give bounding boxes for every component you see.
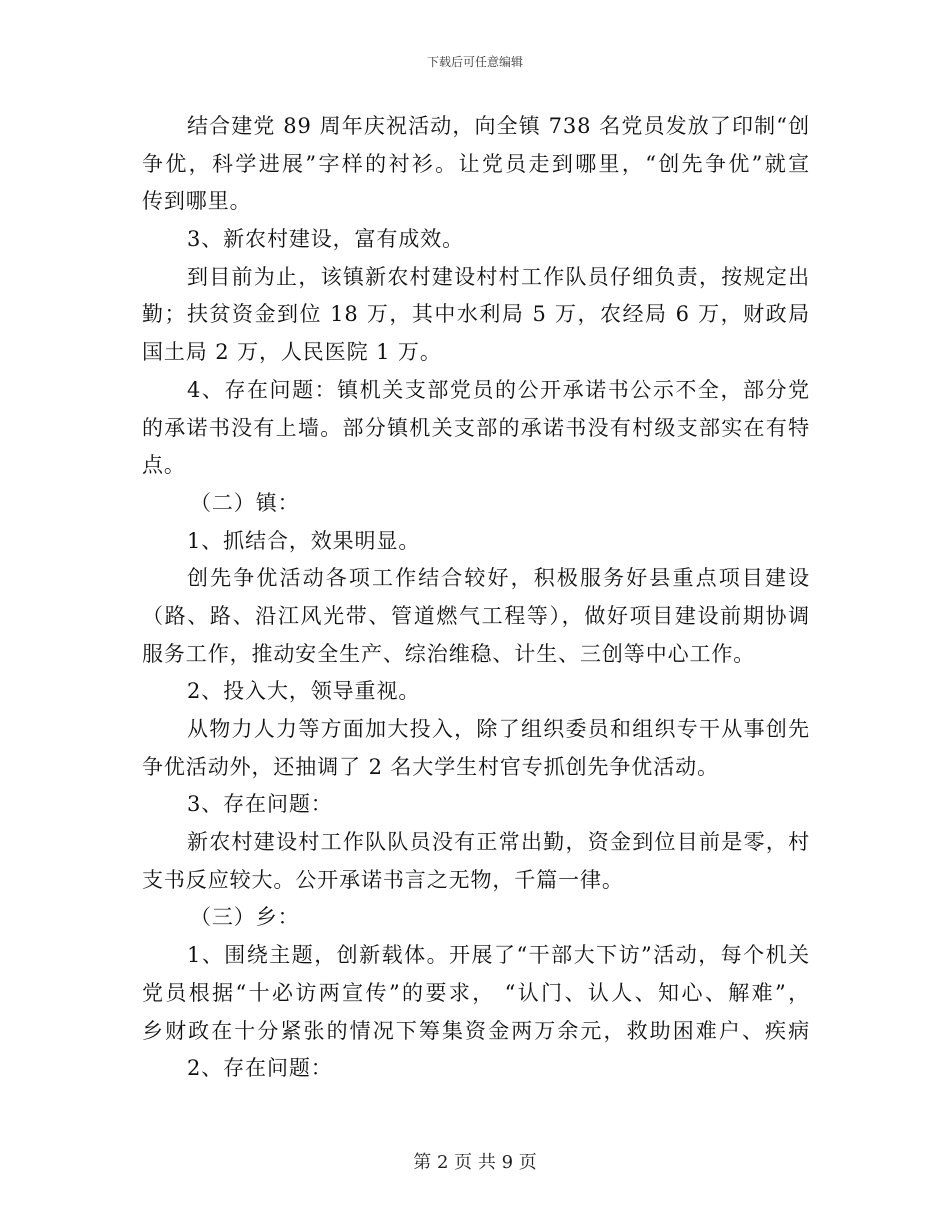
document-body [142,108,810,1088]
paragraph-line: 传到哪里。 [142,189,252,214]
paragraph-line: 创先争优活动各项工作结合较好，积极服务好县重点项目建设 [187,566,810,591]
section-heading: 2、投入大，领导重视。 [187,679,421,704]
section-heading: （二）镇： [190,490,300,515]
paragraph-line: 支书反应较大。公开承诺书言之无物，千篇一律。 [142,867,624,892]
paragraph-line: 1、围绕主题，创新载体。开展了“干部大下访”活动，每个机关 [187,943,810,968]
paragraph-line: 争优活动外，还抽调了 2 名大学生村官专抓创先争优活动。 [142,754,719,779]
section-heading: 3、存在问题： [187,792,333,817]
paragraph-line: 服务工作，推动安全生产、综治维稳、计生、三创等中心工作。 [142,641,756,666]
section-heading: （三）乡： [190,905,300,930]
paragraph-line: 从物力人力等方面加大投入，除了组织委员和组织专干从事创先 [187,717,810,741]
paragraph-line: （路、路、沿江风光带、管道燃气工程等），做好项目建设前期协调 [142,603,810,628]
paragraph-line: 党员根据“十必访两宣传”的要求， “认门、认人、知心、解难”， [142,980,810,1005]
section-heading: 1、抓结合，效果明显。 [187,528,421,553]
paragraph-line: 4、存在问题：镇机关支部党员的公开承诺书公示不全，部分党 [187,377,810,402]
paragraph-line: 乡财政在十分紧张的情况下筹集资金两万余元，救助困难户、疾病 [142,1018,810,1043]
paragraph-line: 争优，科学进展”字样的衬衫。让党员走到哪里，“创先争优”就宣 [142,151,810,176]
section-heading: 2、存在问题： [187,1056,333,1081]
page-footer: 第 2 页 共 9 页 [413,1152,537,1173]
paragraph-line: 国土局 2 万，人民医院 1 万。 [142,340,442,365]
paragraph-line: 新农村建设村工作队队员没有正常出勤，资金到位目前是零，村 [187,830,810,855]
page-header: 下载后可任意编辑 [426,55,523,69]
paragraph-line: 点。 [142,453,186,478]
paragraph-line: 的承诺书没有上墙。部分镇机关支部的承诺书没有村级支部实在有特 [142,415,810,440]
paragraph-line: 结合建党 89 周年庆祝活动，向全镇 738 名党员发放了印制“创 [187,114,810,138]
paragraph-line: 到目前为止，该镇新农村建设村村工作队员仔细负责，按规定出 [187,264,810,289]
section-heading: 3、新农村建设，富有成效。 [187,227,465,252]
paragraph-line: 勤；扶贫资金到位 18 万，其中水利局 5 万，农经局 6 万，财政局 [142,302,810,327]
